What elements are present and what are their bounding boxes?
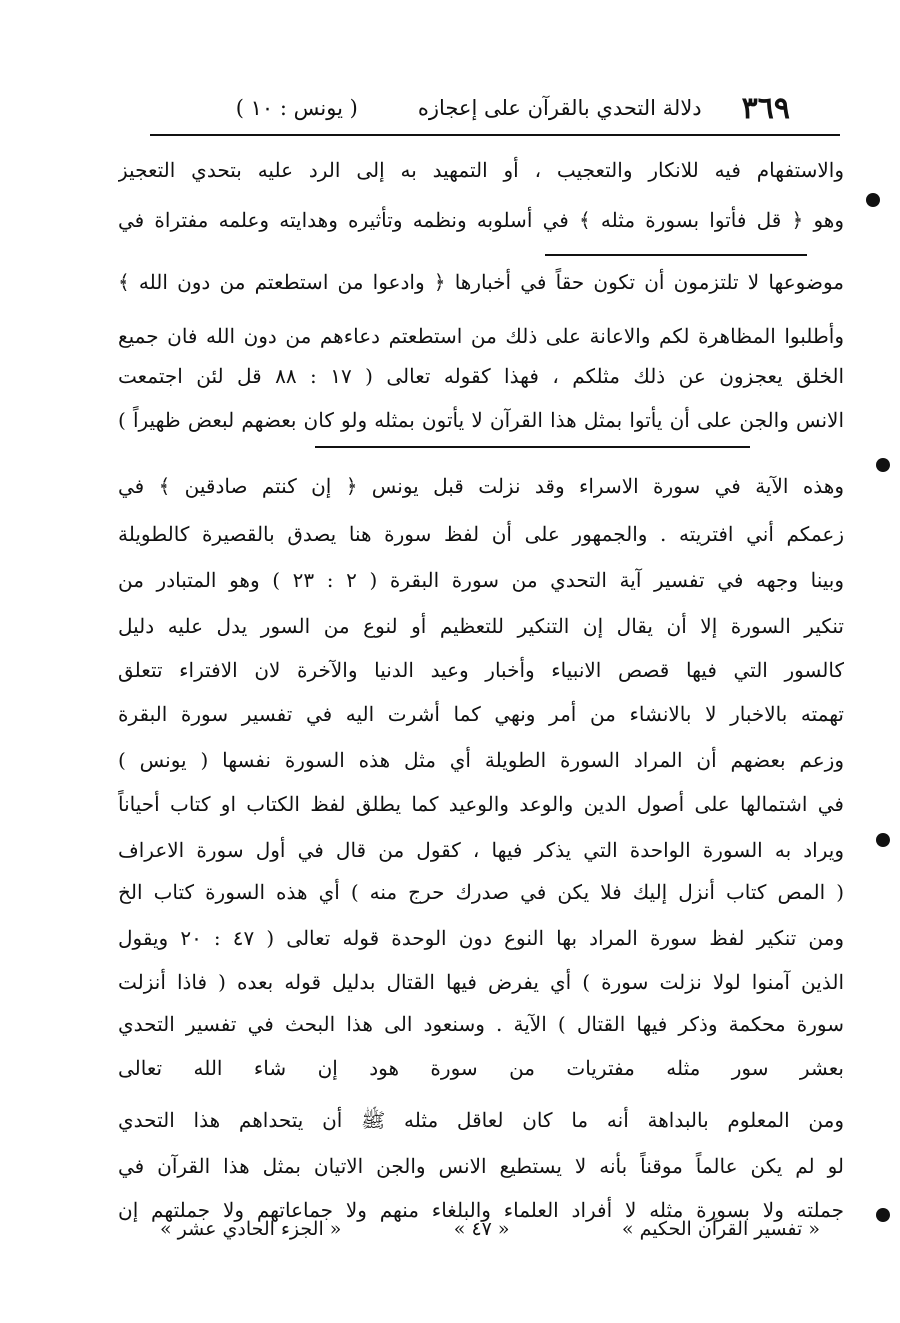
text-line: ( المص كتاب أنزل إليك فلا يكن في صدرك حرج منه ) أي هذه السورة كتاب الخ xyxy=(118,880,844,904)
text-line: والاستفهام فيه للانكار والتعجيب ، أو التمهيد به إلى الرد عليه بتحدي التعجيز xyxy=(118,158,844,182)
text-line: وأطلبوا المظاهرة لكم والاعانة على ذلك من استطعتم دعاءهم من دون الله فان جميع xyxy=(118,324,844,348)
running-header xyxy=(150,86,790,130)
text-line: موضوعها لا تلتزمون أن تكون حقاً في أخبارها ﴿ وادعوا من استطعتم من دون الله ﴾ xyxy=(118,270,844,294)
text-line: الخلق يعجزون عن ذلك مثلكم ، فهذا كقوله تعالى ( ١٧ : ٨٨ قل لئن اجتمعت xyxy=(118,364,844,388)
margin-bullet-icon xyxy=(876,833,890,847)
section-divider xyxy=(545,254,807,256)
text-line: سورة محكمة وذكر فيها القتال ) الآية . وسنعود الى هذا البحث في تفسير التحدي xyxy=(118,1012,844,1036)
text-line: كالسور التي فيها قصص الانبياء وأخبار وعيد الدنيا والآخرة لان الافتراء تتعلق xyxy=(118,658,844,682)
margin-bullet-icon xyxy=(866,193,880,207)
text-line: تنكير السورة إلا أن يقال إن التنكير للتعظيم أو لنوع من السور يدل عليه دليل xyxy=(118,614,844,638)
text-line: في اشتمالها على أصول الدين والوعد والوعيد كما يطلق لفظ الكتاب او كتاب أحياناً xyxy=(118,792,844,816)
footer-page-number: « ٤٧ » xyxy=(453,1218,510,1240)
text-line: لو لم يكن عالماً موقناً بأنه لا يستطيع الانس والجن الاتيان بمثل هذا القرآن في xyxy=(118,1154,844,1178)
text-line: زعمكم أني افتريته . والجمهور على أن لفظ سورة هنا يصدق بالقصيرة كالطويلة xyxy=(118,522,844,546)
footer-book-title: « تفسير القرآن الحكيم » xyxy=(621,1218,820,1240)
text-line: تهمته بالاخبار لا بالانشاء من أمر ونهي كما أشرت اليه في تفسير سورة البقرة xyxy=(118,702,844,726)
text-line: وهو ﴿ قل فأتوا بسورة مثله ﴾ في أسلوبه ونظمه وتأثيره وهدايته وعلمه مفتراة في xyxy=(118,208,844,232)
running-title: دلالة التحدي بالقرآن على إعجازه xyxy=(417,96,702,120)
margin-bullet-icon xyxy=(876,1208,890,1222)
text-line: وهذه الآية في سورة الاسراء وقد نزلت قبل يونس ﴿ إن كنتم صادقين ﴾ في xyxy=(118,474,844,498)
text-line: الذين آمنوا لولا نزلت سورة ) أي يفرض فيها القتال بدليل قوله بعده ( فاذا أنزلت xyxy=(118,970,844,994)
text-line: بعشر سور مثله مفتريات من سورة هود إن شاء الله تعالى xyxy=(118,1056,844,1080)
text-line: الانس والجن على أن يأتوا بمثل هذا القرآن لا يأتون بمثله ولو كان بعضهم لبعض ظهيراً ) xyxy=(118,408,844,432)
margin-bullet-icon xyxy=(876,458,890,472)
text-line: وبينا وجهه في تفسير آية التحدي من سورة البقرة ( ٢ : ٢٣ ) وهو المتبادر من xyxy=(118,568,844,592)
text-line: ويراد به السورة الواحدة التي يذكر فيها ، كقول من قال في أول سورة الاعراف xyxy=(118,838,844,862)
text-line: ومن تنكير لفظ سورة المراد بها النوع دون الوحدة قوله تعالى ( ٤٧ : ٢٠ ويقول xyxy=(118,926,844,950)
text-line: جملته ولا بسورة مثله لا أفراد العلماء والبلغاء منهم ولا جماعاتهم ولا جملتهم إن xyxy=(118,1198,844,1222)
text-line: ومن المعلوم بالبداهة أنه ما كان لعاقل مثله ﷺ أن يتحداهم هذا التحدي xyxy=(118,1108,844,1132)
surah-reference: ( يونس : ١٠ ) xyxy=(235,96,358,120)
page-footer xyxy=(160,1218,820,1240)
section-divider xyxy=(315,446,750,448)
header-rule xyxy=(150,134,840,136)
footer-part: « الجزء الحادي عشر » xyxy=(160,1218,342,1240)
text-line: وزعم بعضهم أن المراد السورة الطويلة أي مثل هذه السورة نفسها ( يونس ) xyxy=(118,748,844,772)
page-number: ٣٦٩ xyxy=(741,90,790,126)
